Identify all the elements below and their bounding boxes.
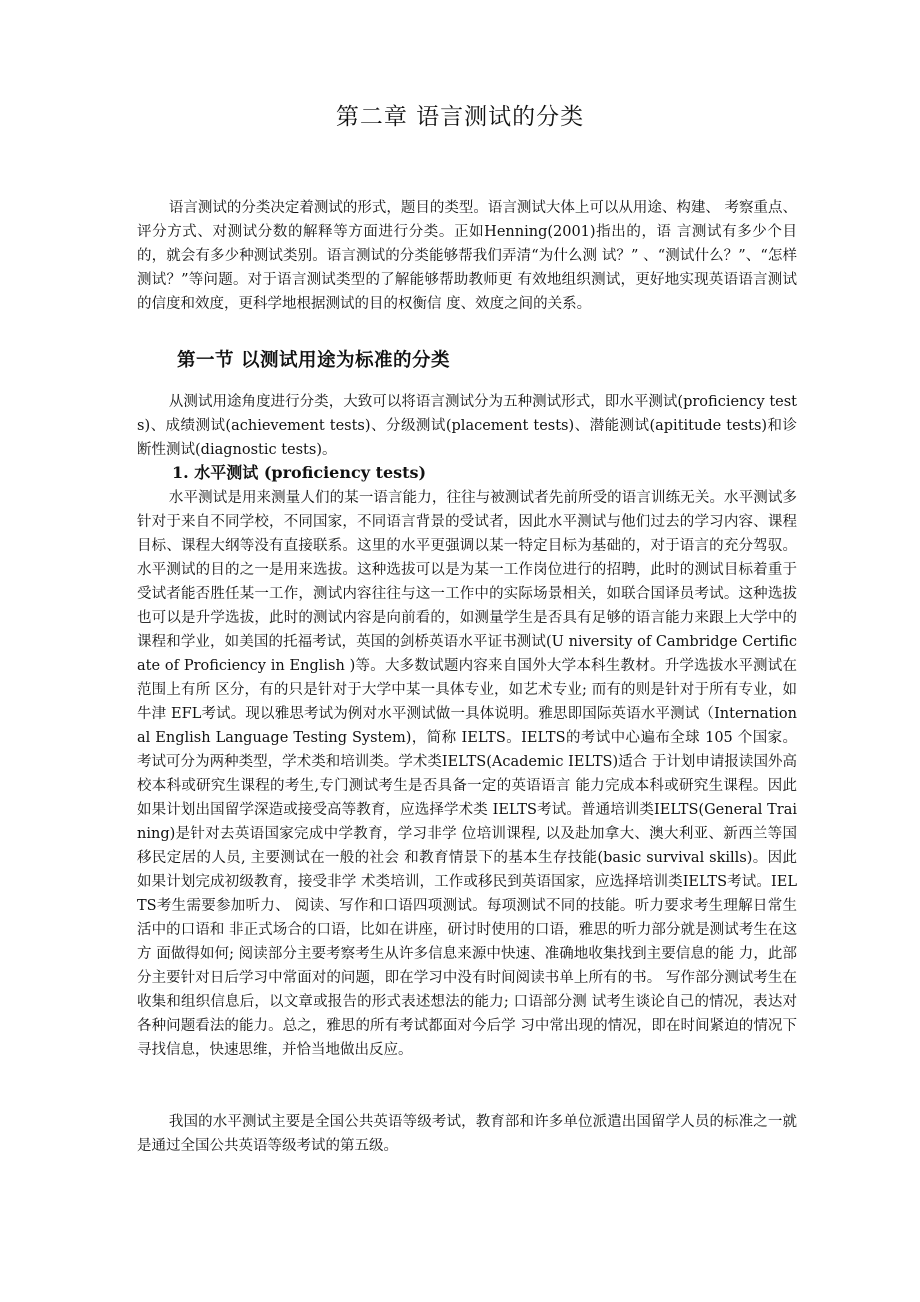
national-test-paragraph: 我国的水平测试主要是全国公共英语等级考试，教育部和许多单位派遣出国留学人员的标准之一就是通过全国公共英语等级考试的第五级。 [137, 1114, 797, 1154]
section-paragraph: 从测试用途角度进行分类，大致可以将语言测试分为五种测试形式，即水平测试(proficiency tests)、成绩测试(achievement tests)、分级测试(placement tests)、潜能测试(apititude tests)和诊断性测试(diagnostic tests)。 [137, 394, 797, 458]
chapter-title: 第二章 语言测试的分类 [335, 104, 585, 130]
section-title: 第一节 以测试用途为标准的分类 [177, 350, 450, 371]
proficiency-paragraph: 水平测试是用来测量人们的某一语言能力，往往与被测试者先前所受的语言训练无关。水平测试多针对于来自不同学校，不同国家，不同语言背景的受试者，因此水平测试与他们过去的学习内容、课程目标、课程大纲等没有直接联系。这里的水平更强调以某一特定目标为基础的，对于语言的充分驾驭。水平测试的目的之一是用来选拔。这种选拔可以是为某一工作岗位进行的招聘，此时的测试目标着重于受试者能否胜任某一工作，测试内容往往与这一工作中的实际场景相关，如联合国译员考试。这种选拔也可以是升学选拔，此时的测试内容是向前看的，如测量学生是否具有足够的语言能力来跟上大学中的课程和学业，如美国的托福考试，英国的剑桥英语水平证书测试(U niversity of Cambridge Certificate of Proficiency in English )等。大多数试题内容来自国外大学本科生教材。升学选拔水平测试在范围上有所 区分，有的只是针对于大学中某一具体专业，如艺术专业; 而有的则是针对于所有专业，如 牛津 EFL考试。现以雅思考试为例对水平测试做一具体说明。雅思即国际英语水平测试（International English Language Testing System)，简称 IELTS。IELTS的考试中心遍布全球 105 个国家。考试可分为两种类型，学术类和培训类。学术类IELTS(Academic IELTS)适合 于计划申请报读国外高校本科或研究生课程的考生,专门测试考生是否具备一定的英语语言 能力完成本科或研究生课程。因此如果计划出国留学深造或接受高等教育，应选择学术类 IELTS考试。普通培训类IELTS(General Training)是针对去英语国家完成中学教育，学习非学 位培训课程, 以及赴加拿大、澳大利亚、新西兰等国移民定居的人员, 主要测试在一般的社会 和教育情景下的基本生存技能(basic survival skills)。因此如果计划完成初级教育，接受非学 术类培训，工作或移民到英语国家，应选择培训类IELTS考试。IELTS考生需要参加听力、 阅读、写作和口语四项测试。每项测试不同的技能。听力要求考生理解日常生活中的口语和 非正式场合的口语，比如在讲座，研讨时使用的口语，雅思的听力部分就是测试考生在这方 面做得如何; 阅读部分主要考察考生从许多信息来源中快速、准确地收集找到主要信息的能 力，此部分主要针对日后学习中常面对的问题，即在学习中没有时间阅读书单上所有的书。 写作部分测试考生在收集和组织信息后，以文章或报告的形式表述想法的能力; 口语部分测 试考生谈论自己的情况，表达对各种问题看法的能力。总之，雅思的所有考试都面对今后学 习中常出现的情况，即在时间紧迫的情况下寻找信息，快速思维，并恰当地做出反应。 [137, 490, 797, 1058]
subsection-title: 1. 水平测试 (proficiency tests) [172, 463, 427, 482]
intro-paragraph: 语言测试的分类决定着测试的形式，题目的类型。语言测试大体上可以从用途、构建、 考察重点、评分方式、对测试分数的解释等方面进行分类。正如Henning(2001)指出的，语 言测试有多少个目的，就会有多少种测试类别。语言测试的分类能够帮我们弄清“为什么测 试？” 、“测试什么？”、“怎样测试？”等问题。对于语言测试类型的了解能够帮助教师更 有效地组织测试，更好地实现英语语言测试的信度和效度，更科学地根据测试的目的权衡信 度、效度之间的关系。 [137, 200, 797, 312]
